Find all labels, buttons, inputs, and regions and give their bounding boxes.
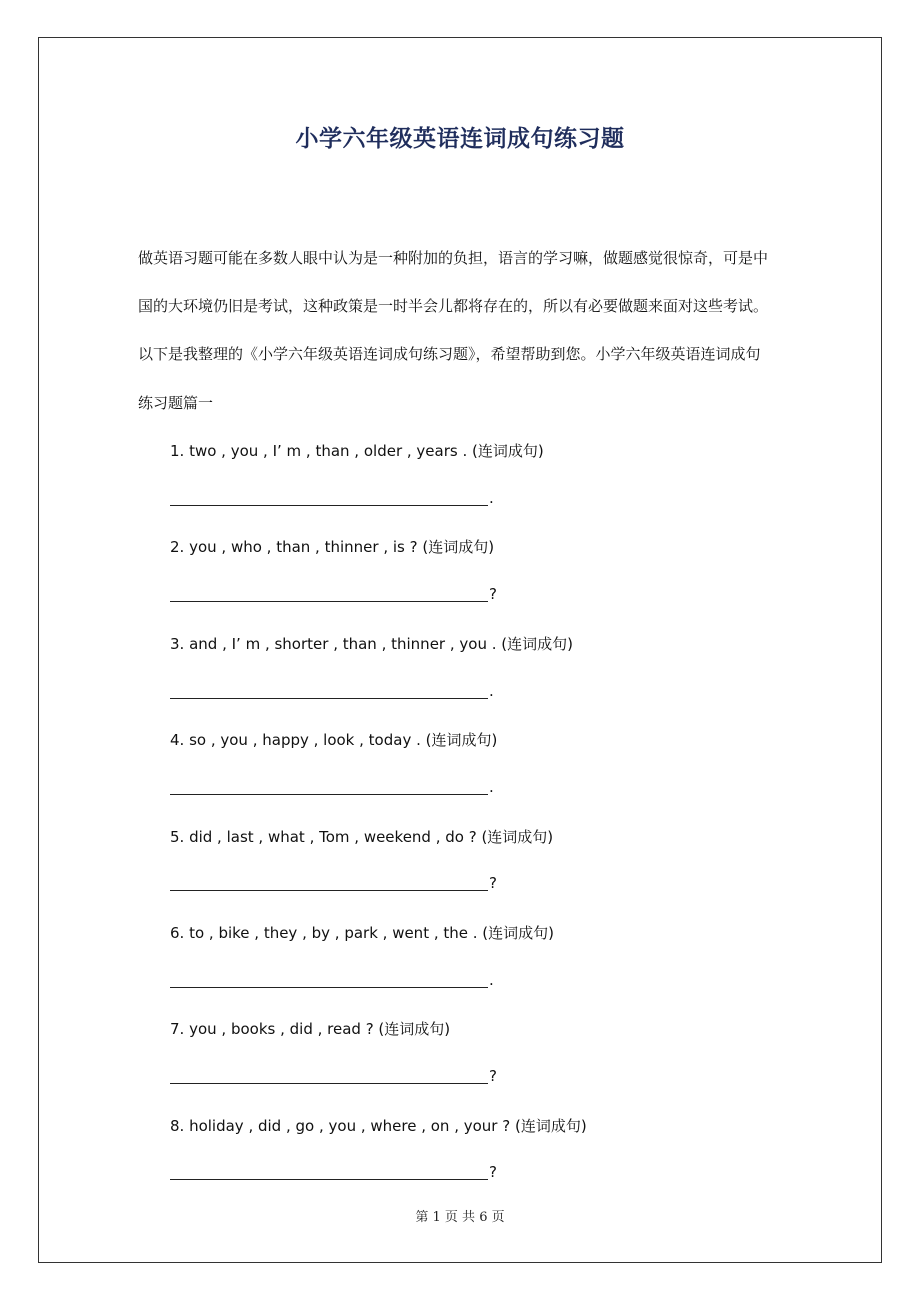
question-5: 5. did , last , what , Tom , weekend , do ? (连词成句) xyxy=(170,828,554,846)
answer-line-2[interactable] xyxy=(170,586,497,602)
answer-blank[interactable] xyxy=(170,876,488,891)
question-7: 7. you , books , did , read ? (连词成句) xyxy=(170,1020,451,1038)
answer-blank[interactable] xyxy=(170,587,488,602)
answer-punctuation: ? xyxy=(489,1067,497,1085)
answer-line-3[interactable] xyxy=(170,683,494,699)
answer-line-7[interactable] xyxy=(170,1068,497,1084)
intro-line-1: 做英语习题可能在多数人眼中认为是一种附加的负担，语言的学习嘛，做题感觉很惊奇，可是中 xyxy=(138,249,769,267)
question-3: 3. and , I’ m , shorter , than , thinner , you . (连词成句) xyxy=(170,635,573,653)
question-2: 2. you , who , than , thinner , is ? (连词成句) xyxy=(170,538,495,556)
answer-blank[interactable] xyxy=(170,684,488,699)
answer-line-4[interactable] xyxy=(170,779,494,795)
answer-blank[interactable] xyxy=(170,780,488,795)
document-title: 小学六年级英语连词成句练习题 xyxy=(295,126,625,152)
intro-line-2: 国的大环境仍旧是考试，这种政策是一时半会儿都将存在的，所以有必要做题来面对这些考试。 xyxy=(138,297,769,315)
answer-line-8[interactable] xyxy=(170,1164,497,1180)
answer-punctuation: . xyxy=(489,778,494,796)
page-footer: 第 1 页 共 6 页 xyxy=(415,1210,505,1225)
question-4: 4. so , you , happy , look , today . (连词成句) xyxy=(170,731,498,749)
answer-blank[interactable] xyxy=(170,1069,488,1084)
answer-line-5[interactable] xyxy=(170,875,497,891)
question-8: 8. holiday , did , go , you , where , on , your ? (连词成句) xyxy=(170,1117,587,1135)
answer-line-6[interactable] xyxy=(170,972,494,988)
answer-punctuation: ? xyxy=(489,874,497,892)
question-1: 1. two , you , I’ m , than , older , years . (连词成句) xyxy=(170,442,544,460)
answer-blank[interactable] xyxy=(170,973,488,988)
answer-punctuation: . xyxy=(489,682,494,700)
answer-punctuation: . xyxy=(489,489,494,507)
answer-line-1[interactable] xyxy=(170,490,494,506)
answer-punctuation: ? xyxy=(489,585,497,603)
answer-punctuation: ? xyxy=(489,1163,497,1181)
intro-line-3: 以下是我整理的《小学六年级英语连词成句练习题》，希望帮助到您。小学六年级英语连词成句 xyxy=(138,345,761,363)
answer-blank[interactable] xyxy=(170,1165,488,1180)
question-6: 6. to , bike , they , by , park , went , the . (连词成句) xyxy=(170,924,555,942)
answer-blank[interactable] xyxy=(170,491,488,506)
answer-punctuation: . xyxy=(489,971,494,989)
intro-line-4: 练习题篇一 xyxy=(138,394,214,412)
